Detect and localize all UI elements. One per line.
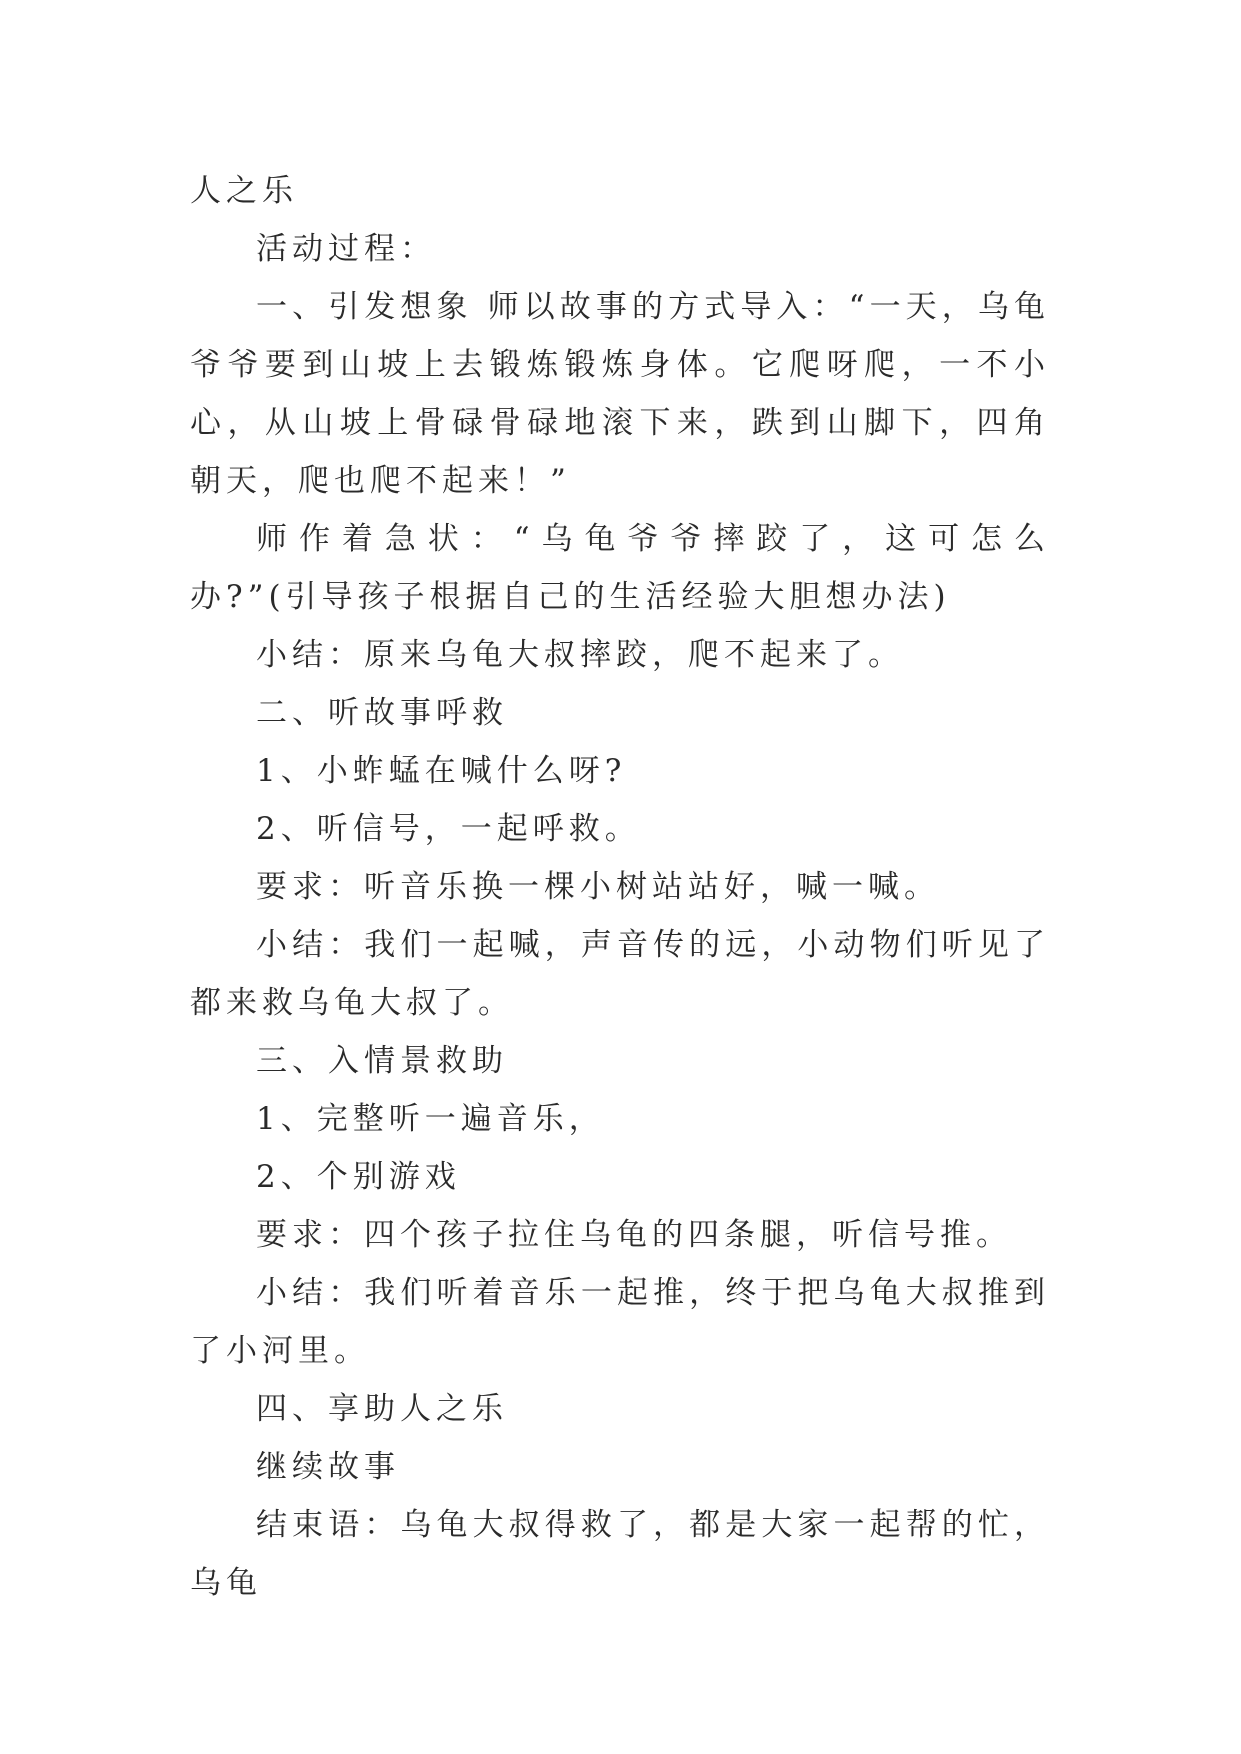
paragraph-requirement-2: 要求：四个孩子拉住乌龟的四条腿，听信号推。 (256, 1217, 1012, 1253)
paragraph-section-two: 二、听故事呼救 (256, 695, 508, 731)
paragraph-item-3-1: 1、完整听一遍音乐， (256, 1101, 605, 1137)
paragraph-item-3-2: 2、个别游戏 (256, 1159, 461, 1195)
paragraph-summary-2: 小结：我们一起喊，声音传的远，小动物们听见了都来救乌龟大叔了。 (190, 927, 1050, 1021)
paragraph-item-2-2: 2、听信号，一起呼救。 (256, 811, 641, 847)
paragraph-item-2-1: 1、小蚱蜢在喊什么呀? (256, 753, 627, 789)
document-body (190, 162, 1050, 1612)
paragraph-summary-1: 小结：原来乌龟大叔摔跤，爬不起来了。 (256, 637, 904, 673)
paragraph-section-four: 四、享助人之乐 (256, 1391, 508, 1427)
paragraph-closing: 结束语：乌龟大叔得救了，都是大家一起帮的忙，乌龟 (190, 1507, 1050, 1601)
paragraph-summary-3: 小结：我们听着音乐一起推，终于把乌龟大叔推到了小河里。 (190, 1275, 1050, 1369)
paragraph-activity-process-heading: 活动过程： (256, 231, 436, 267)
paragraph-section-one: 一、引发想象 师以故事的方式导入：“一天，乌龟爷爷要到山坡上去锻炼锻炼身体。它爬呀爬，一不小心，从山坡上骨碌骨碌地滚下来，跌到山脚下，四角朝天，爬也爬不起来！” (190, 289, 1050, 499)
paragraph-continue-story: 继续故事 (256, 1449, 400, 1485)
paragraph-section-three: 三、入情景救助 (256, 1043, 508, 1079)
paragraph-teacher-worried: 师作着急状：“乌龟爷爷摔跤了，这可怎么办?”(引导孩子根据自己的生活经验大胆想办法) (190, 521, 1050, 615)
paragraph-continuation: 人之乐 (190, 173, 298, 209)
paragraph-requirement-1: 要求：听音乐换一棵小树站站好，喊一喊。 (256, 869, 940, 905)
